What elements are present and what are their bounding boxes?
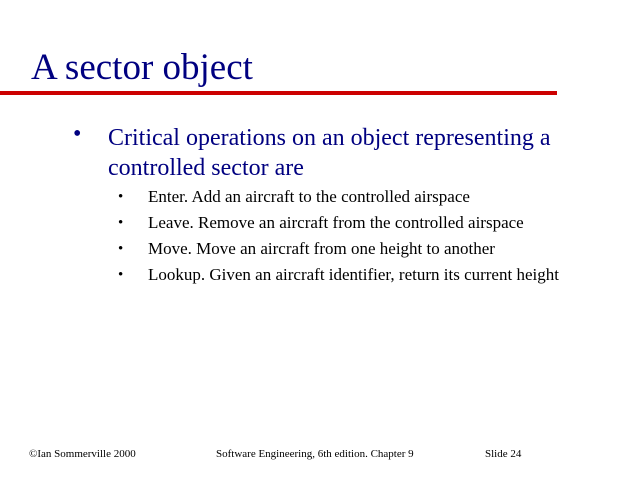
- slide-title: A sector object: [31, 47, 253, 88]
- sub-bullet-text: Lookup. Given an aircraft identifier, return its current height: [148, 265, 559, 284]
- bullet-marker: •: [118, 241, 124, 257]
- main-bullet-marker: •: [73, 121, 82, 147]
- bullet-marker: •: [118, 215, 124, 231]
- footer-book-title: Software Engineering, 6th edition. Chapter 9: [216, 448, 414, 460]
- bullet-marker: •: [118, 189, 124, 205]
- title-underline-rule: [0, 91, 557, 95]
- sub-bullet-leave: [118, 213, 618, 239]
- sub-bullet-lookup: [118, 265, 618, 291]
- sub-bullet-text: Leave. Remove an aircraft from the controlled airspace: [148, 213, 524, 232]
- sub-bullet-enter: [118, 187, 618, 213]
- sub-bullet-text: Enter. Add an aircraft to the controlled airspace: [148, 187, 470, 206]
- sub-bullet-list: [118, 187, 618, 291]
- bullet-marker: •: [118, 267, 124, 283]
- sub-bullet-move: [118, 239, 618, 265]
- sub-bullet-text: Move. Move an aircraft from one height to another: [148, 239, 495, 258]
- footer-copyright: ©Ian Sommerville 2000: [29, 448, 136, 460]
- footer-slide-number: Slide 24: [485, 448, 522, 460]
- main-bullet-text: Critical operations on an object representing a controlled sector are: [108, 125, 551, 181]
